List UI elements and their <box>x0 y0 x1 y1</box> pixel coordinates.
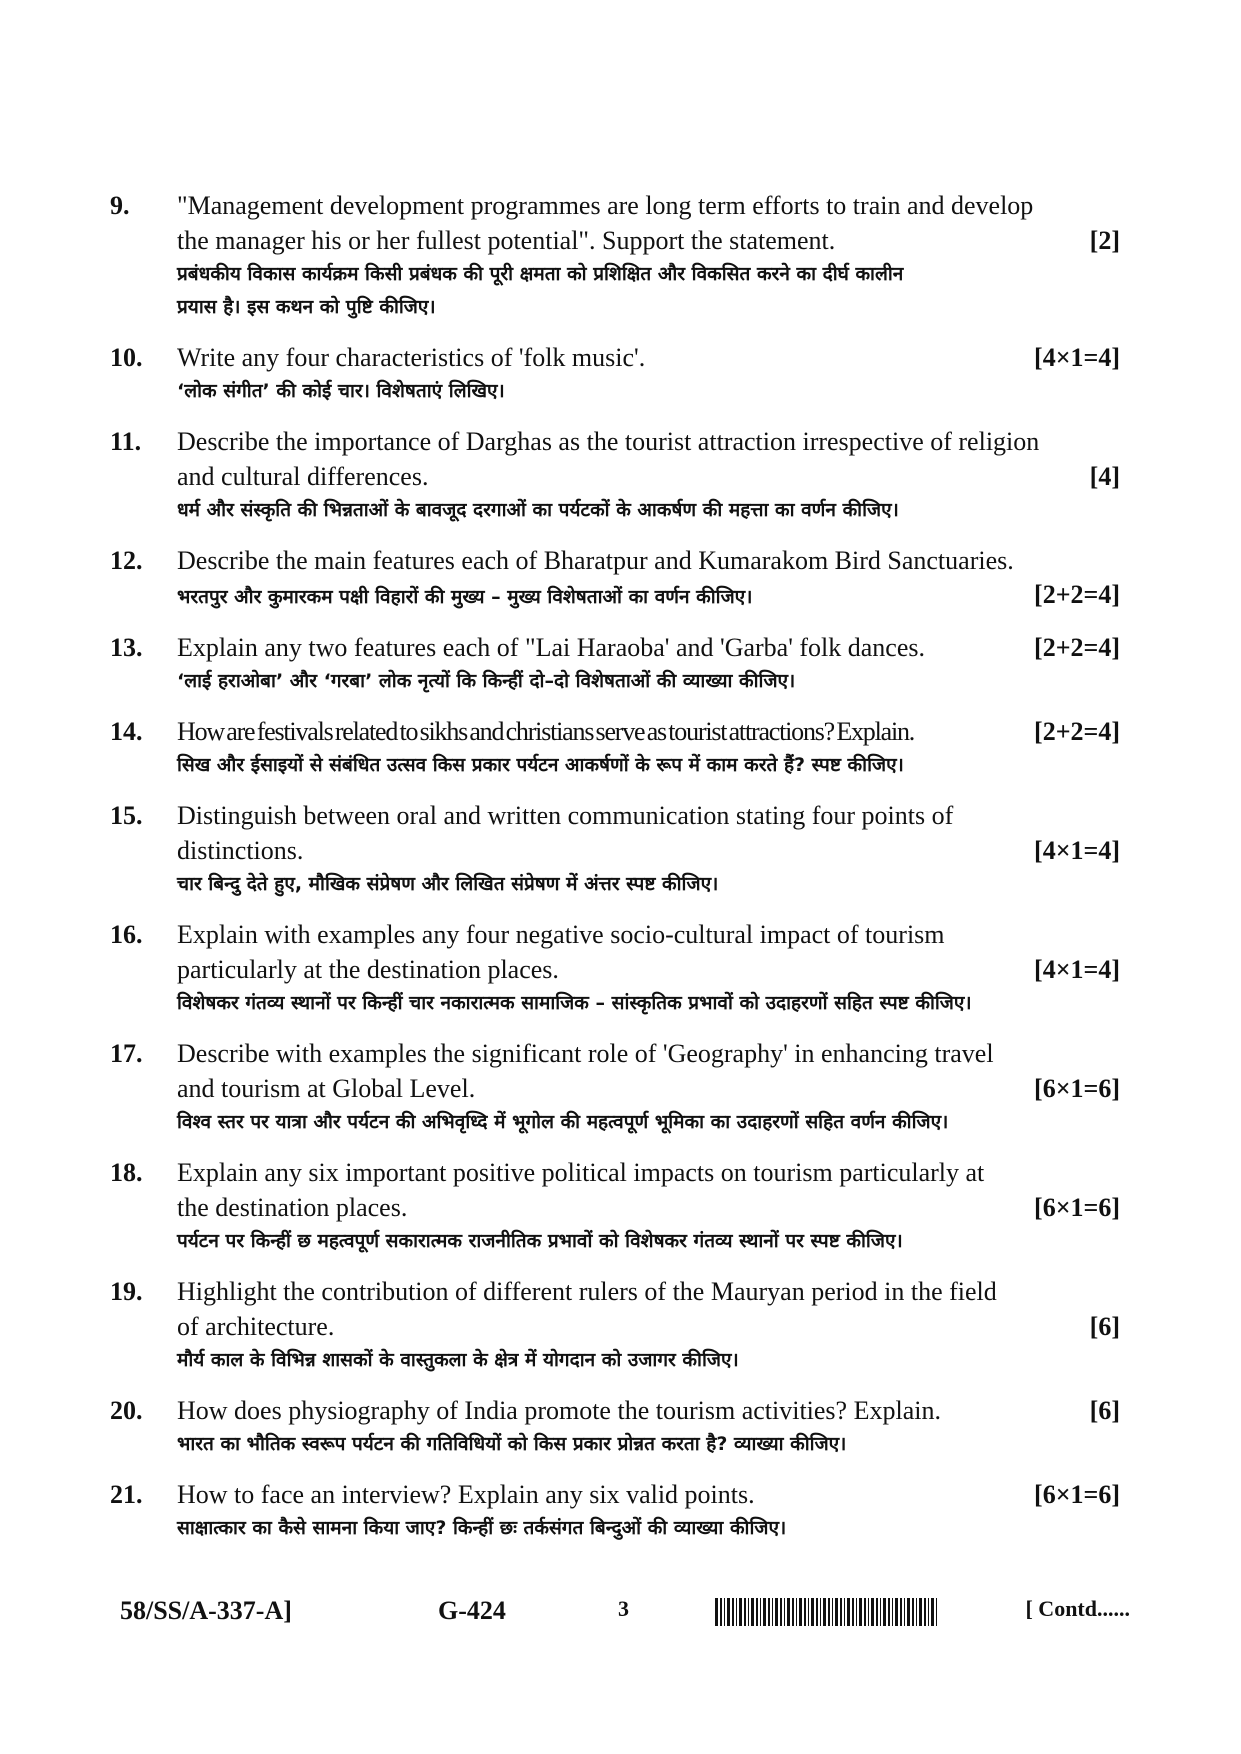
barcode-bar <box>724 1598 725 1626</box>
question-text-hindi: सिख और ईसाइयों से संबंधित उत्सव किस प्रकार पर्यटन आकर्षणों के रूप में काम करते हैं? स्पष्ट कीजिए। <box>177 754 904 776</box>
barcode-bar <box>904 1598 905 1626</box>
barcode-bar <box>876 1598 878 1626</box>
barcode-bar <box>732 1598 734 1626</box>
barcode-bar <box>871 1598 874 1626</box>
question-text-hindi: मौर्य काल के विभिन्न शासकों के वास्तुकला के क्षेत्र में योगदान को उजागर कीजिए। <box>177 1349 739 1371</box>
question-body <box>177 714 1120 782</box>
question-text-english: How are festivals related to sikhs and christians serve as tourist attractions? Explain. <box>177 717 915 746</box>
question-item <box>110 543 1120 614</box>
barcode-bar <box>868 1598 869 1626</box>
question-marks: [4×1=4] <box>1034 955 1120 984</box>
barcode-bar <box>840 1598 842 1626</box>
question-number: 16. <box>110 920 143 949</box>
barcode-bar <box>751 1598 754 1626</box>
question-text-hindi: धर्म और संस्कृति की भिन्नताओं के बावजूद दरगाओं का पर्यटकों के आकर्षण की महत्ता का वर्णन कीजिए। <box>177 499 899 521</box>
continued-label: [ Contd...... <box>1025 1596 1130 1621</box>
question-marks: [2+2=4] <box>1034 717 1120 746</box>
barcode-bar <box>883 1598 886 1626</box>
question-number: 20. <box>110 1396 143 1425</box>
question-number: 17. <box>110 1039 143 1068</box>
barcode-bar <box>768 1598 770 1626</box>
question-body <box>177 340 1120 408</box>
barcode-bar <box>720 1598 722 1626</box>
barcode-bar <box>924 1598 926 1626</box>
question-number: 21. <box>110 1480 143 1509</box>
paper-code: 58/SS/A-337-A] <box>120 1596 292 1625</box>
barcode-bar <box>748 1598 749 1626</box>
question-marks: [6×1=6] <box>1034 1074 1120 1103</box>
barcode-bar <box>859 1598 862 1626</box>
question-number: 13. <box>110 633 143 662</box>
barcode-bar <box>844 1598 845 1626</box>
question-text-english: Write any four characteristics of 'folk music'. <box>177 343 646 372</box>
question-item <box>110 798 1120 901</box>
question-text-english: of architecture. <box>177 1312 335 1341</box>
question-text-english: Highlight the contribution of different rulers of the Mauryan period in the field <box>177 1277 997 1306</box>
question-text-english: and tourism at Global Level. <box>177 1074 476 1103</box>
question-text-english: Describe the importance of Darghas as the tourist attraction irrespective of religion <box>177 427 1040 456</box>
barcode <box>715 1598 937 1626</box>
question-marks: [6] <box>1089 1396 1120 1425</box>
question-text-hindi: ‘लोक संगीत’ की कोई चार। विशेषताएं लिखिए। <box>177 380 505 402</box>
barcode-bar <box>900 1598 902 1626</box>
question-text-english: Explain any six important positive political impacts on tourism particularly at <box>177 1158 985 1187</box>
question-marks: [2] <box>1089 226 1120 255</box>
question-body <box>177 630 1120 698</box>
question-item <box>110 340 1120 408</box>
barcode-bar <box>820 1598 821 1626</box>
question-marks: [6×1=6] <box>1034 1193 1120 1222</box>
question-number: 14. <box>110 717 143 746</box>
barcode-bar <box>744 1598 746 1626</box>
question-body <box>177 917 1120 1020</box>
question-item <box>110 1036 1120 1139</box>
question-text-hindi: भारत का भौतिक स्वरूप पर्यटन की गतिविधियों को किस प्रकार प्रोन्नत करता है? व्याख्या कीजिए। <box>177 1433 847 1455</box>
question-item <box>110 1274 1120 1377</box>
barcode-bar <box>811 1598 814 1626</box>
question-body <box>177 1155 1120 1258</box>
question-text-english: How to face an interview? Explain any six valid points. <box>177 1480 755 1509</box>
page-number: 3 <box>618 1596 629 1621</box>
question-text-hindi: विशेषकर गंतव्य स्थानों पर किन्हीं चार नकारात्मक सामाजिक – सांस्कृतिक प्रभावों को उदाहरणों सहित स्पष्ट कीजिए। <box>177 992 972 1014</box>
question-number: 15. <box>110 801 143 830</box>
barcode-bar <box>775 1598 778 1626</box>
question-text-english: Describe with examples the significant role of 'Geography' in enhancing travel <box>177 1039 994 1068</box>
barcode-bar <box>715 1598 718 1626</box>
barcode-bar <box>888 1598 890 1626</box>
question-body <box>177 1477 1120 1545</box>
barcode-bar <box>880 1598 881 1626</box>
question-text-english: How does physiography of India promote the tourism activities? Explain. <box>177 1396 941 1425</box>
question-item <box>110 1393 1120 1461</box>
question-item <box>110 630 1120 698</box>
question-text-english: the destination places. <box>177 1193 408 1222</box>
question-text-english: Explain any two features each of "Lai Haraoba' and 'Garba' folk dances. <box>177 633 926 662</box>
barcode-bar <box>804 1598 806 1626</box>
barcode-bar <box>792 1598 794 1626</box>
barcode-bar <box>895 1598 898 1626</box>
barcode-bar <box>835 1598 838 1626</box>
barcode-bar <box>739 1598 742 1626</box>
barcode-bar <box>936 1598 937 1626</box>
barcode-bar <box>787 1598 790 1626</box>
barcode-bar <box>852 1598 854 1626</box>
question-marks: [6] <box>1089 1312 1120 1341</box>
barcode-bar <box>832 1598 833 1626</box>
question-text-english: Describe the main features each of Bharatpur and Kumarakom Bird Sanctuaries. <box>177 546 1014 575</box>
barcode-bar <box>916 1598 917 1626</box>
question-text-hindi: विश्व स्तर पर यात्रा और पर्यटन की अभिवृध्दि में भूगोल की महत्वपूर्ण भूमिका का उदाहरणों सहित वर्णन कीजिए। <box>177 1111 949 1133</box>
barcode-bar <box>892 1598 893 1626</box>
question-body <box>177 1036 1120 1139</box>
barcode-bar <box>808 1598 809 1626</box>
question-body <box>177 798 1120 901</box>
barcode-bar <box>907 1598 910 1626</box>
question-body <box>177 1393 1120 1461</box>
question-body <box>177 543 1120 614</box>
question-body <box>177 188 1120 324</box>
question-number: 19. <box>110 1277 143 1306</box>
question-body <box>177 424 1120 527</box>
barcode-bar <box>828 1598 830 1626</box>
question-number: 9. <box>110 191 130 220</box>
barcode-bar <box>847 1598 850 1626</box>
question-text-hindi: पर्यटन पर किन्हीं छ महत्वपूर्ण सकारात्मक राजनीतिक प्रभावों को विशेषकर गंतव्य स्थानों पर स्पष्ट कीजिए। <box>177 1230 903 1252</box>
question-text-hindi: भरतपुर और कुमारकम पक्षी विहारों की मुख्य – मुख्य विशेषताओं का वर्णन कीजिए। <box>177 586 753 608</box>
question-text-english: "Management development programmes are long term efforts to train and develop <box>177 191 1034 220</box>
question-marks: [4×1=4] <box>1034 836 1120 865</box>
question-marks: [4] <box>1089 462 1120 491</box>
question-text-english: particularly at the destination places. <box>177 955 559 984</box>
barcode-bar <box>799 1598 802 1626</box>
question-item <box>110 188 1120 324</box>
barcode-bar <box>784 1598 785 1626</box>
barcode-bar <box>931 1598 934 1626</box>
barcode-bar <box>816 1598 818 1626</box>
question-marks: [6×1=6] <box>1034 1480 1120 1509</box>
barcode-bar <box>856 1598 857 1626</box>
question-text-english: and cultural differences. <box>177 462 429 491</box>
question-item <box>110 1477 1120 1545</box>
barcode-bar <box>780 1598 782 1626</box>
question-text-english: Distinguish between oral and written communication stating four points of <box>177 801 954 830</box>
question-item <box>110 424 1120 527</box>
question-item <box>110 1155 1120 1258</box>
question-text-hindi: प्रयास है। इस कथन को पुष्टि कीजिए। <box>177 296 436 318</box>
barcode-bar <box>796 1598 797 1626</box>
page-footer <box>120 1596 1130 1636</box>
barcode-bar <box>912 1598 914 1626</box>
barcode-bar <box>772 1598 773 1626</box>
question-text-hindi: साक्षात्कार का कैसे सामना किया जाए? किन्हीं छः तर्कसंगत बिन्दुओं की व्याख्या कीजिए। <box>177 1517 787 1539</box>
question-marks: [4×1=4] <box>1034 343 1120 372</box>
question-number: 18. <box>110 1158 143 1187</box>
barcode-bar <box>823 1598 826 1626</box>
barcode-bar <box>864 1598 866 1626</box>
question-marks: [2+2=4] <box>1034 633 1120 662</box>
question-item <box>110 714 1120 782</box>
question-list <box>110 188 1120 1561</box>
question-number: 10. <box>110 343 143 372</box>
question-text-hindi: ‘लाई हराओबा’ और ‘गरबा’ लोक नृत्यों कि किन्हीं दो–दो विशेषताओं की व्याख्या कीजिए। <box>177 670 796 692</box>
barcode-bar <box>727 1598 730 1626</box>
question-text-english: Explain with examples any four negative socio-cultural impact of tourism <box>177 920 945 949</box>
barcode-bar <box>928 1598 929 1626</box>
question-body <box>177 1274 1120 1377</box>
barcode-bar <box>760 1598 761 1626</box>
question-number: 11. <box>110 427 142 456</box>
question-item <box>110 917 1120 1020</box>
barcode-bar <box>736 1598 737 1626</box>
question-number: 12. <box>110 546 143 575</box>
question-marks: [2+2=4] <box>1034 580 1120 609</box>
series-code: G-424 <box>438 1596 506 1625</box>
question-text-hindi: चार बिन्दु देते हुए, मौखिक संप्रेषण और लिखित संप्रेषण में अंत्तर स्पष्ट कीजिए। <box>177 873 719 895</box>
barcode-bar <box>756 1598 758 1626</box>
barcode-bar <box>919 1598 922 1626</box>
question-text-english: distinctions. <box>177 836 304 865</box>
question-text-english: the manager his or her fullest potential". Support the statement. <box>177 226 836 255</box>
barcode-bar <box>763 1598 766 1626</box>
question-text-hindi: प्रबंधकीय विकास कार्यक्रम किसी प्रबंधक की पूरी क्षमता को प्रशिक्षित और विकसित करने का दीर्घ कालीन <box>177 263 904 285</box>
